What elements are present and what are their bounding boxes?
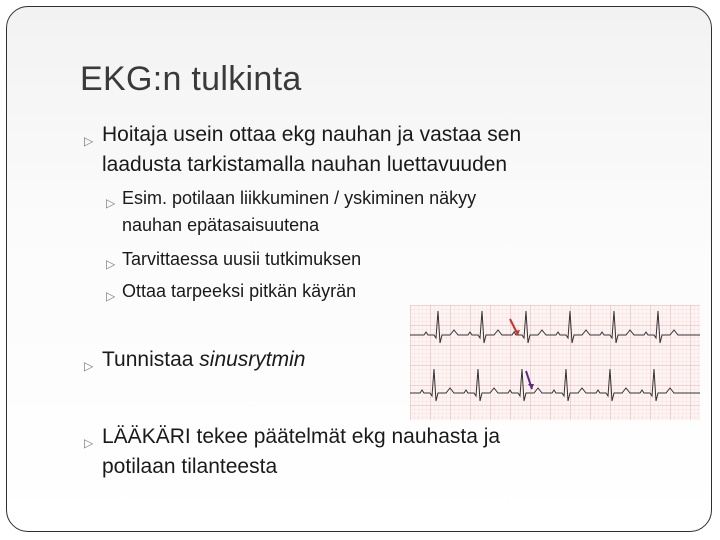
bullet-arrow-icon: ▷: [84, 134, 94, 148]
bullet-level2-esim: [106, 185, 476, 239]
bullet-arrow-icon: ▷: [106, 196, 116, 210]
bullet-arrow-icon: ▷: [84, 359, 94, 373]
bullet-line: potilaan tilanteesta: [102, 455, 278, 478]
bullet-text: Tunnistaa: [102, 348, 200, 371]
bullet-line: Esim. potilaan liikkuminen / yskiminen näkyy: [122, 188, 477, 208]
bullet-level2-ottaa: [106, 278, 356, 305]
bullet-line: Ottaa tarpeeksi pitkän käyrän: [122, 281, 357, 301]
bullet-line: nauhan epätasaisuutena: [122, 215, 320, 235]
bullet-line: LÄÄKÄRI tekee päätelmät ekg nauhasta ja: [102, 425, 501, 448]
bullet-line: laadusta tarkistamalla nauhan luettavuuden: [102, 153, 508, 176]
bullet-level1-laakari: [84, 422, 500, 482]
bullet-arrow-icon: ▷: [84, 436, 94, 450]
bullet-arrow-icon: ▷: [106, 257, 116, 271]
ecg-strip-image: [410, 305, 700, 420]
bullet-level1-tunnistaa: [84, 345, 305, 375]
bullet-emphasis: sinusrytmin: [199, 348, 306, 371]
bullet-line: Hoitaja usein ottaa ekg nauhan ja vastaa sen: [102, 123, 522, 146]
bullet-arrow-icon: ▷: [106, 289, 116, 303]
slide-title: EKG:n tulkinta: [80, 60, 302, 98]
bullet-level2-tarvittaessa: [106, 246, 361, 273]
bullet-level1-hoitaja: [84, 120, 521, 180]
bullet-line: Tarvittaessa uusii tutkimuksen: [122, 249, 362, 269]
